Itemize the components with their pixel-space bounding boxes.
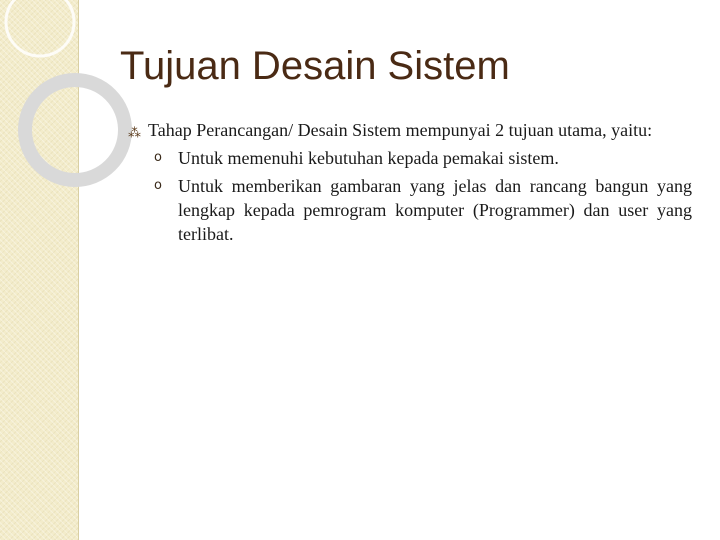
circle-bullet-icon: o xyxy=(154,150,162,165)
sub-bullet-text: Untuk memberikan gambaran yang jelas dan rancang bangun yang lengkap kepada pemrogram komputer (Programmer) dan user yang terlibat. xyxy=(178,176,692,244)
slide-title: Tujuan Desain Sistem xyxy=(120,44,510,88)
sub-bullet-item xyxy=(130,146,692,170)
sub-bullet-text: Untuk memenuhi kebutuhan kepada pemakai sistem. xyxy=(178,148,559,168)
bullet-text: Tahap Perancangan/ Desain Sistem mempunyai 2 tujuan utama, yaitu: xyxy=(148,120,653,140)
bullet-item xyxy=(130,118,692,142)
bullet-marker-icon: ⁂ xyxy=(128,126,141,141)
sub-bullet-item xyxy=(130,174,692,246)
decorative-side-band xyxy=(0,0,79,540)
sub-bullet-list xyxy=(130,146,692,246)
circle-bullet-icon: o xyxy=(154,178,162,193)
slide-body xyxy=(130,118,692,246)
